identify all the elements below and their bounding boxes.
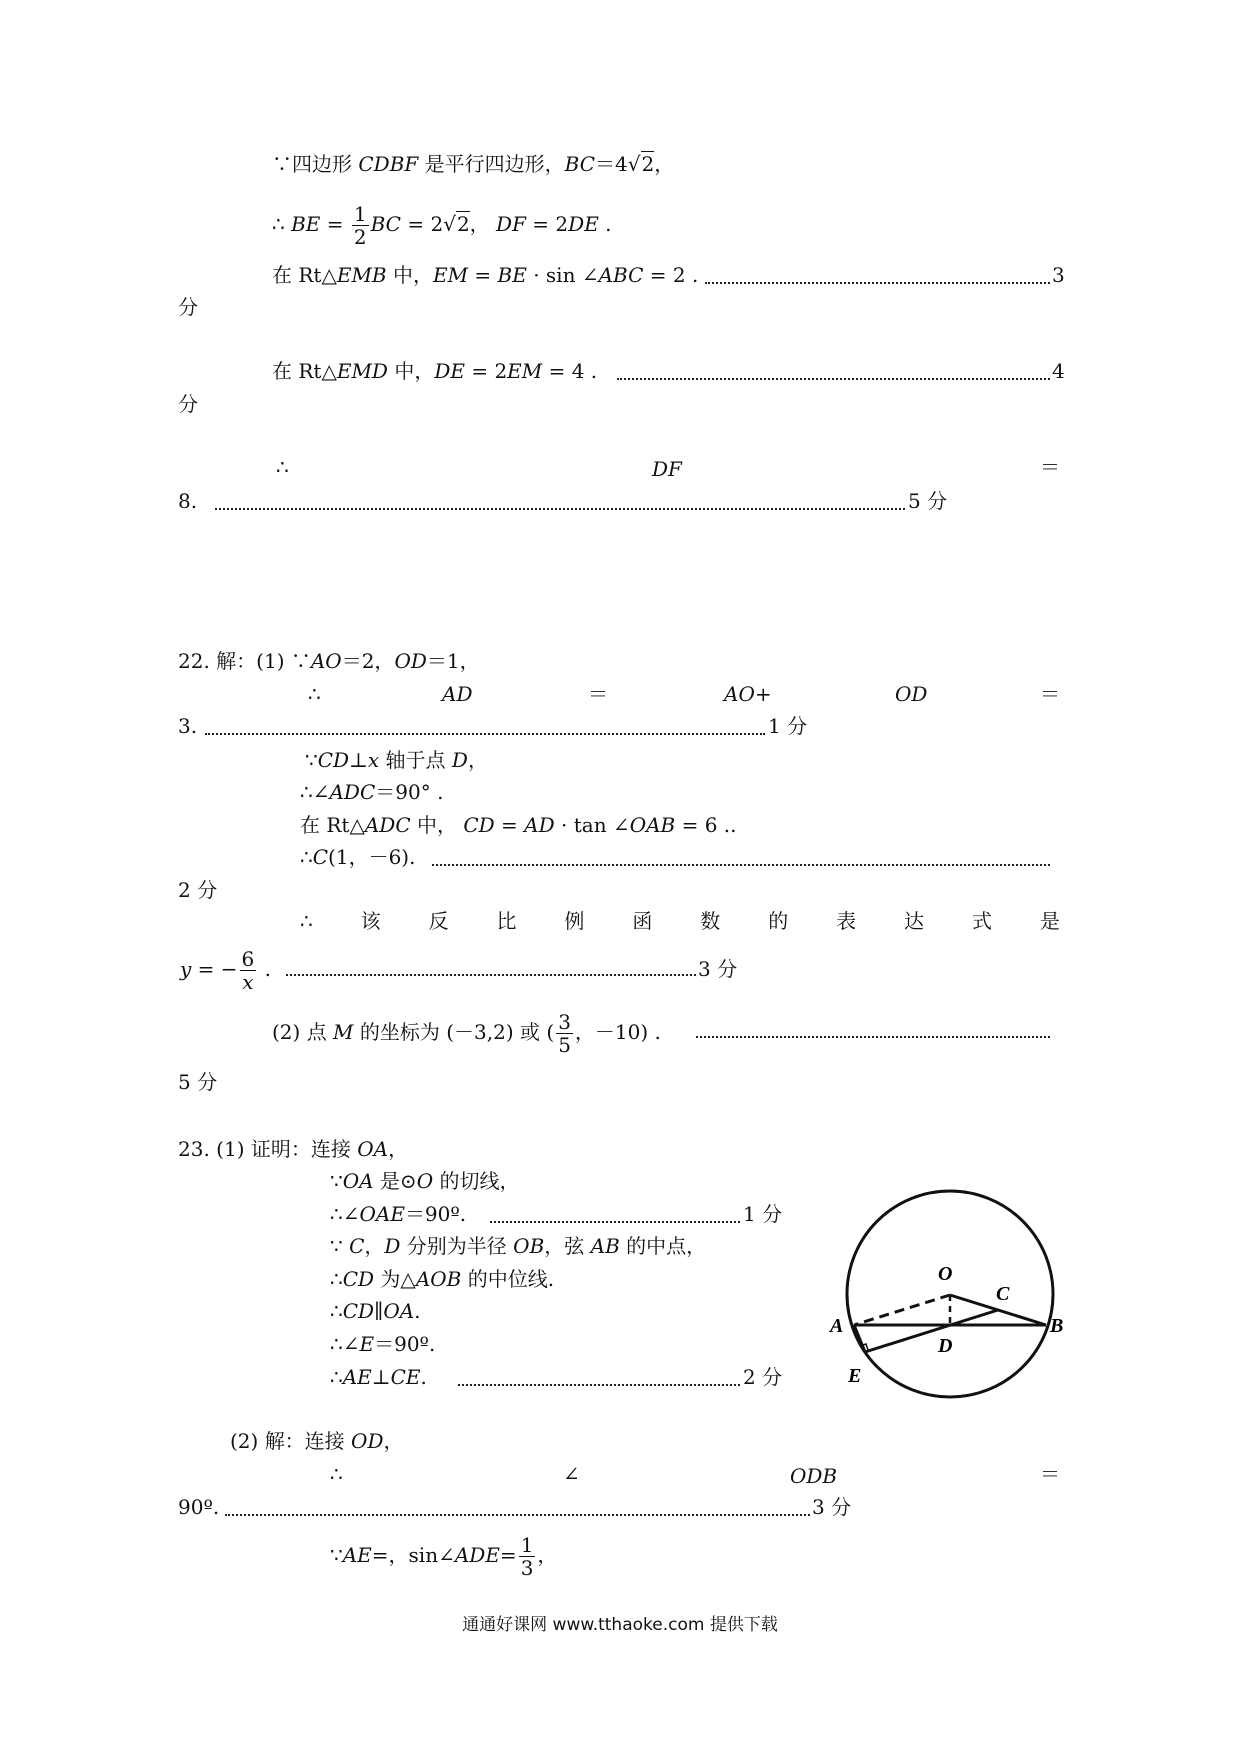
text: ，: [537, 1543, 558, 1567]
var: CDBF: [358, 152, 419, 176]
var: DF: [496, 212, 526, 236]
text: = 4 .: [542, 359, 598, 383]
leader-dots: [490, 1221, 740, 1223]
text: .: [598, 212, 612, 236]
fraction-6-over-x: [240, 948, 257, 993]
var: EMD: [336, 359, 388, 383]
var: O: [416, 1169, 434, 1193]
q23-angle-e: [330, 1331, 435, 1357]
text: ∴: [272, 212, 292, 236]
text: ＝90° .: [375, 780, 444, 804]
var-odb: ODB: [790, 1464, 838, 1488]
var: D: [451, 748, 468, 772]
var: M: [333, 1020, 354, 1044]
angle-sign: ∠: [563, 1462, 580, 1486]
text: ，: [383, 1429, 404, 1453]
var-ao: AO+: [724, 682, 772, 706]
q21-line-be: ∴ BE = $\frac{1}{2}$ BC = 2√2， DF = 2DE .: [272, 202, 612, 249]
text: .: [420, 1365, 427, 1389]
var: C: [312, 845, 329, 869]
q21-line-de: [272, 358, 597, 384]
leader-dots: [696, 1036, 1050, 1038]
var: AE: [342, 1365, 372, 1389]
var: OD: [351, 1429, 384, 1453]
text: ∴∠: [330, 1202, 360, 1226]
text: 是⊙: [373, 1169, 417, 1193]
var: ADC: [329, 780, 376, 804]
var: BC: [564, 152, 596, 176]
score-label: 4: [1052, 359, 1065, 383]
function-text-char: 比: [496, 909, 517, 933]
text: 轴于点: [379, 748, 452, 772]
var: CD: [342, 1267, 375, 1291]
point-label-b: B: [1050, 1315, 1064, 1337]
equals-sign: ＝: [588, 682, 608, 706]
text: 中，: [387, 359, 435, 383]
text: =: [494, 813, 525, 837]
q22-part2: [272, 1007, 661, 1057]
var: AO: [310, 649, 342, 673]
equals-sign: ＝: [1040, 1462, 1060, 1486]
score-label: 5 分: [908, 489, 948, 513]
var: BE: [497, 263, 527, 287]
result-value: 90º.: [178, 1495, 220, 1519]
text: =: [468, 263, 498, 287]
var: CD: [342, 1299, 375, 1323]
denominator: 3: [520, 1556, 534, 1580]
q23-heading: [178, 1136, 408, 1162]
point-label-o: O: [938, 1263, 953, 1285]
fraction-1-over-3: [519, 1534, 536, 1579]
function-text-char: 函: [632, 909, 653, 933]
text: =，sin∠: [371, 1543, 455, 1567]
text: (2) 点: [272, 1020, 334, 1044]
equals-sign: ＝: [1040, 682, 1060, 706]
var: AOB: [415, 1267, 462, 1291]
text: ∴: [300, 845, 313, 869]
var: AD: [524, 813, 555, 837]
point-label-d: D: [938, 1335, 953, 1357]
text: ，: [654, 152, 675, 176]
text: (2) 解：连接: [230, 1429, 352, 1453]
text: ，弦: [544, 1234, 591, 1258]
function-text-char: 表: [836, 909, 857, 933]
var: C: [349, 1234, 365, 1258]
var: E: [359, 1332, 375, 1356]
text: .: [258, 957, 271, 981]
var: AB: [590, 1234, 620, 1258]
q22-point-c: [300, 844, 415, 870]
text: (1，－6).: [328, 845, 416, 869]
leader-dots: [705, 282, 1050, 284]
var: ADC: [364, 813, 411, 837]
denominator: 5: [558, 1033, 571, 1057]
text: ＝90º.: [404, 1202, 467, 1226]
q23-sin: [330, 1530, 557, 1580]
text: 在 Rt△: [300, 813, 365, 837]
text: 在 Rt△: [272, 263, 337, 287]
leader-dots: [432, 864, 1050, 866]
score-unit: 5 分: [178, 1070, 218, 1094]
var: DE: [434, 359, 465, 383]
function-text-char: 是: [1039, 909, 1060, 933]
var: x: [367, 748, 380, 772]
score-label: 2 分: [743, 1365, 783, 1389]
q23-parallel: [330, 1298, 421, 1324]
score-label: 3: [1052, 263, 1065, 287]
point-label-e: E: [848, 1365, 862, 1387]
text: 的中点，: [619, 1234, 707, 1258]
text: ，－10) .: [574, 1020, 661, 1044]
text: 的切线，: [433, 1169, 520, 1193]
var-df: DF: [652, 457, 682, 481]
therefore-sign: ∴: [330, 1462, 343, 1486]
var: DE: [568, 212, 599, 236]
text: ∥: [374, 1299, 384, 1323]
var: OB: [513, 1234, 545, 1258]
score-label: 1 分: [768, 714, 808, 738]
q22-angle-adc: [300, 779, 443, 805]
text: =: [499, 1543, 517, 1567]
function-text-char: 的: [768, 909, 789, 933]
text: 中，: [386, 263, 433, 287]
therefore-sign: ∴: [276, 455, 289, 479]
sqrt-radicand: 2: [641, 152, 655, 176]
text: ＝4: [595, 152, 628, 176]
text: ∵: [330, 1169, 343, 1193]
text: 的坐标为 (－3,2) 或 (: [353, 1020, 555, 1044]
var: y: [180, 957, 192, 981]
q22-heading: [178, 648, 480, 674]
text: = 2: [464, 359, 508, 383]
q22-cd-perp: [305, 747, 488, 773]
var-ad: AD: [442, 682, 473, 706]
text: ∴: [330, 1365, 343, 1389]
text: 的中位线.: [461, 1267, 555, 1291]
point-label-c: C: [996, 1283, 1010, 1305]
var: OD: [394, 649, 427, 673]
score-label: 1 分: [743, 1202, 783, 1226]
score-label: 3 分: [698, 957, 738, 981]
var: OAB: [629, 813, 676, 837]
text: ∴: [330, 1299, 343, 1323]
text: 23. (1) 证明：连接: [178, 1137, 358, 1161]
var: BE: [291, 212, 321, 236]
q22-expression: [180, 944, 271, 994]
sqrt-radicand: 2: [456, 212, 470, 236]
circle-o: [847, 1191, 1053, 1397]
text: = −: [191, 957, 238, 981]
var: ADE: [454, 1543, 500, 1567]
text: · tan ∠: [554, 813, 630, 837]
text: ＝2，: [341, 649, 395, 673]
var: EM: [507, 359, 543, 383]
text: ⊥: [371, 1365, 391, 1389]
text: = 2: [525, 212, 569, 236]
denominator: x: [242, 970, 254, 994]
text: =: [320, 212, 350, 236]
q21-line-parallelogram: ∵四边形 CDBF 是平行四边形，BC＝4√2，: [272, 152, 675, 176]
text: 22. 解：(1) ∵: [178, 649, 311, 673]
circle-figure: [820, 1180, 1080, 1420]
var: EM: [432, 263, 469, 287]
text: 是平行四边形，: [418, 152, 565, 176]
text: ∵: [330, 1543, 343, 1567]
function-text-char: 例: [564, 909, 585, 933]
text: 中，: [410, 813, 464, 837]
q21-line-em: [272, 262, 698, 288]
leader-dots: [458, 1384, 740, 1386]
leader-dots: [205, 733, 765, 735]
var: CE: [390, 1365, 421, 1389]
q23-part2-heading: [230, 1428, 403, 1454]
text: = 2 .: [643, 263, 699, 287]
var: OA: [342, 1169, 374, 1193]
score-unit: 2 分: [178, 878, 218, 902]
numerator: 6: [241, 947, 255, 971]
leader-dots: [617, 378, 1050, 380]
text: · sin ∠: [526, 263, 599, 287]
leader-dots: [215, 508, 905, 510]
leader-dots: [225, 1514, 810, 1516]
text: = 2: [400, 212, 444, 236]
score-unit: 分: [178, 392, 198, 416]
function-text-char: 该: [360, 909, 381, 933]
text: ，: [469, 212, 497, 236]
text: .: [414, 1299, 421, 1323]
function-text-char: ∴: [300, 909, 313, 933]
var: EMB: [336, 263, 387, 287]
var: BC: [370, 212, 401, 236]
var: CD: [463, 813, 495, 837]
fraction-half: [352, 203, 369, 248]
numerator: 1: [353, 202, 367, 226]
footer: 通通好课网 www.tthaoke.com 提供下载: [462, 1615, 778, 1635]
var: D: [384, 1234, 401, 1258]
text: 在 Rt△: [272, 359, 337, 383]
text: ，: [364, 1234, 385, 1258]
text: ，: [467, 748, 488, 772]
var: CD: [317, 748, 350, 772]
q23-tangent: [330, 1168, 519, 1194]
denominator: 2: [353, 225, 367, 249]
text: ∴∠: [330, 1332, 360, 1356]
var: OA: [357, 1137, 389, 1161]
fraction-3-over-5: [556, 1011, 573, 1056]
var: OA: [383, 1299, 415, 1323]
q23-midline: [330, 1266, 554, 1292]
q22-function-text: [300, 908, 1060, 934]
text: ∴∠: [300, 780, 330, 804]
leader-dots: [286, 974, 696, 976]
var: ABC: [598, 263, 644, 287]
q23-midpoints: [330, 1233, 706, 1259]
result-value: 8.: [178, 489, 198, 513]
text: ，: [388, 1137, 409, 1161]
point-label-a: A: [830, 1315, 844, 1337]
equals-sign: ＝: [1040, 455, 1060, 479]
numerator: 3: [558, 1010, 571, 1034]
var: AE: [342, 1543, 372, 1567]
var: OAE: [359, 1202, 405, 1226]
score-unit: 分: [178, 295, 198, 319]
text: ∵: [330, 1234, 350, 1258]
q22-rt-adc: [300, 812, 737, 838]
function-text-char: 式: [971, 909, 992, 933]
function-text-char: 达: [904, 909, 925, 933]
text: ∵: [305, 748, 318, 772]
var-od: OD: [895, 682, 928, 706]
function-text-char: 反: [428, 909, 449, 933]
text: 分别为半径: [400, 1234, 514, 1258]
text: 为△: [374, 1267, 416, 1291]
text: = 6 ..: [675, 813, 737, 837]
text: ＝90º.: [374, 1332, 436, 1356]
therefore-sign: ∴: [308, 682, 321, 706]
text: ∵四边形: [272, 152, 359, 176]
result-value: 3.: [178, 714, 198, 738]
text: ∴: [330, 1267, 343, 1291]
q23-angle-oae: [330, 1201, 466, 1227]
q23-perp: [330, 1364, 427, 1390]
numerator: 1: [520, 1533, 534, 1557]
score-label: 3 分: [812, 1495, 852, 1519]
function-text-char: 数: [700, 909, 721, 933]
segment-oa-dashed: [854, 1295, 950, 1325]
text: ＝1，: [426, 649, 480, 673]
text: ⊥: [349, 748, 368, 772]
